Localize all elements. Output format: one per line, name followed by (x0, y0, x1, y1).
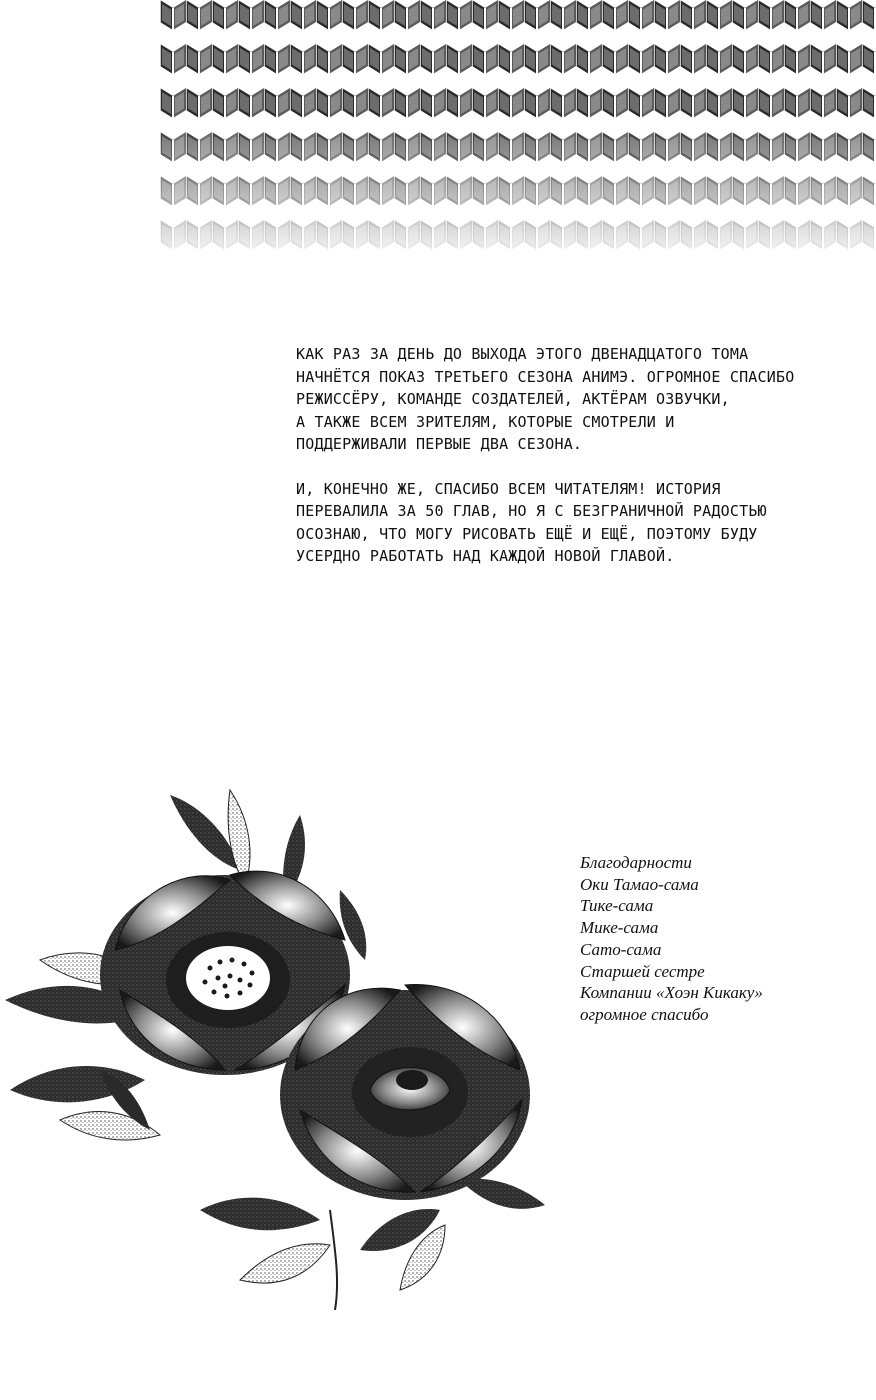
acknowledgement-line: Компании «Хоэн Кикаку» (580, 983, 763, 1003)
acknowledgements-heading: Благодарности (580, 853, 692, 872)
peony-flowers-svg (0, 780, 560, 1330)
acknowledgement-closing: огромное спасибо (580, 1004, 709, 1024)
acknowledgement-line: Сато-сама (580, 939, 662, 959)
acknowledgements-block (580, 852, 860, 1026)
afterword-text (296, 343, 826, 590)
afterword-paragraph-2: И, КОНЕЧНО ЖЕ, СПАСИБО ВСЕМ ЧИТАТЕЛЯМ! ИСТОРИЯ ПЕРЕВАЛИЛА ЗА 50 ГЛАВ, НО Я С БЕЗГРАНИЧНОЙ РАДОСТЬЮ ОСОЗНАЮ, ЧТО МОГУ РИСОВАТЬ ЕЩЁ И ЕЩЁ, ПОЭТОМУ БУДУ УСЕРДНО РАБОТАТЬ НАД КАЖДОЙ НОВОЙ ГЛАВОЙ. (296, 479, 767, 565)
acknowledgement-line: Оки Тамао-сама (580, 874, 699, 894)
acknowledgement-line: Старшей сестре (580, 961, 705, 981)
yagasuri-pattern-svg (160, 0, 876, 265)
afterword-paragraph-1: КАК РАЗ ЗА ДЕНЬ ДО ВЫХОДА ЭТОГО ДВЕНАДЦАТОГО ТОМА НАЧНЁТСЯ ПОКАЗ ТРЕТЬЕГО СЕЗОНА АНИМЭ. ОГРОМНОЕ СПАСИБО РЕЖИССЁРУ, КОМАНДЕ СОЗДАТЕЛЕЙ, АКТЁРАМ ОЗВУЧКИ, А ТАКЖЕ ВСЕМ ЗРИТЕЛЯМ, КОТОРЫЕ СМОТРЕЛИ И ПОДДЕРЖИВАЛИ ПЕРВЫЕ ДВА СЕЗОНА. (296, 345, 795, 453)
yagasuri-pattern-band (160, 0, 876, 265)
peony-flower-lower (280, 985, 530, 1200)
acknowledgement-line: Тике-сама (580, 896, 654, 916)
peony-illustration (0, 780, 560, 1330)
acknowledgement-line: Мике-сама (580, 918, 659, 938)
leaf-cluster-bottom (200, 1179, 545, 1310)
